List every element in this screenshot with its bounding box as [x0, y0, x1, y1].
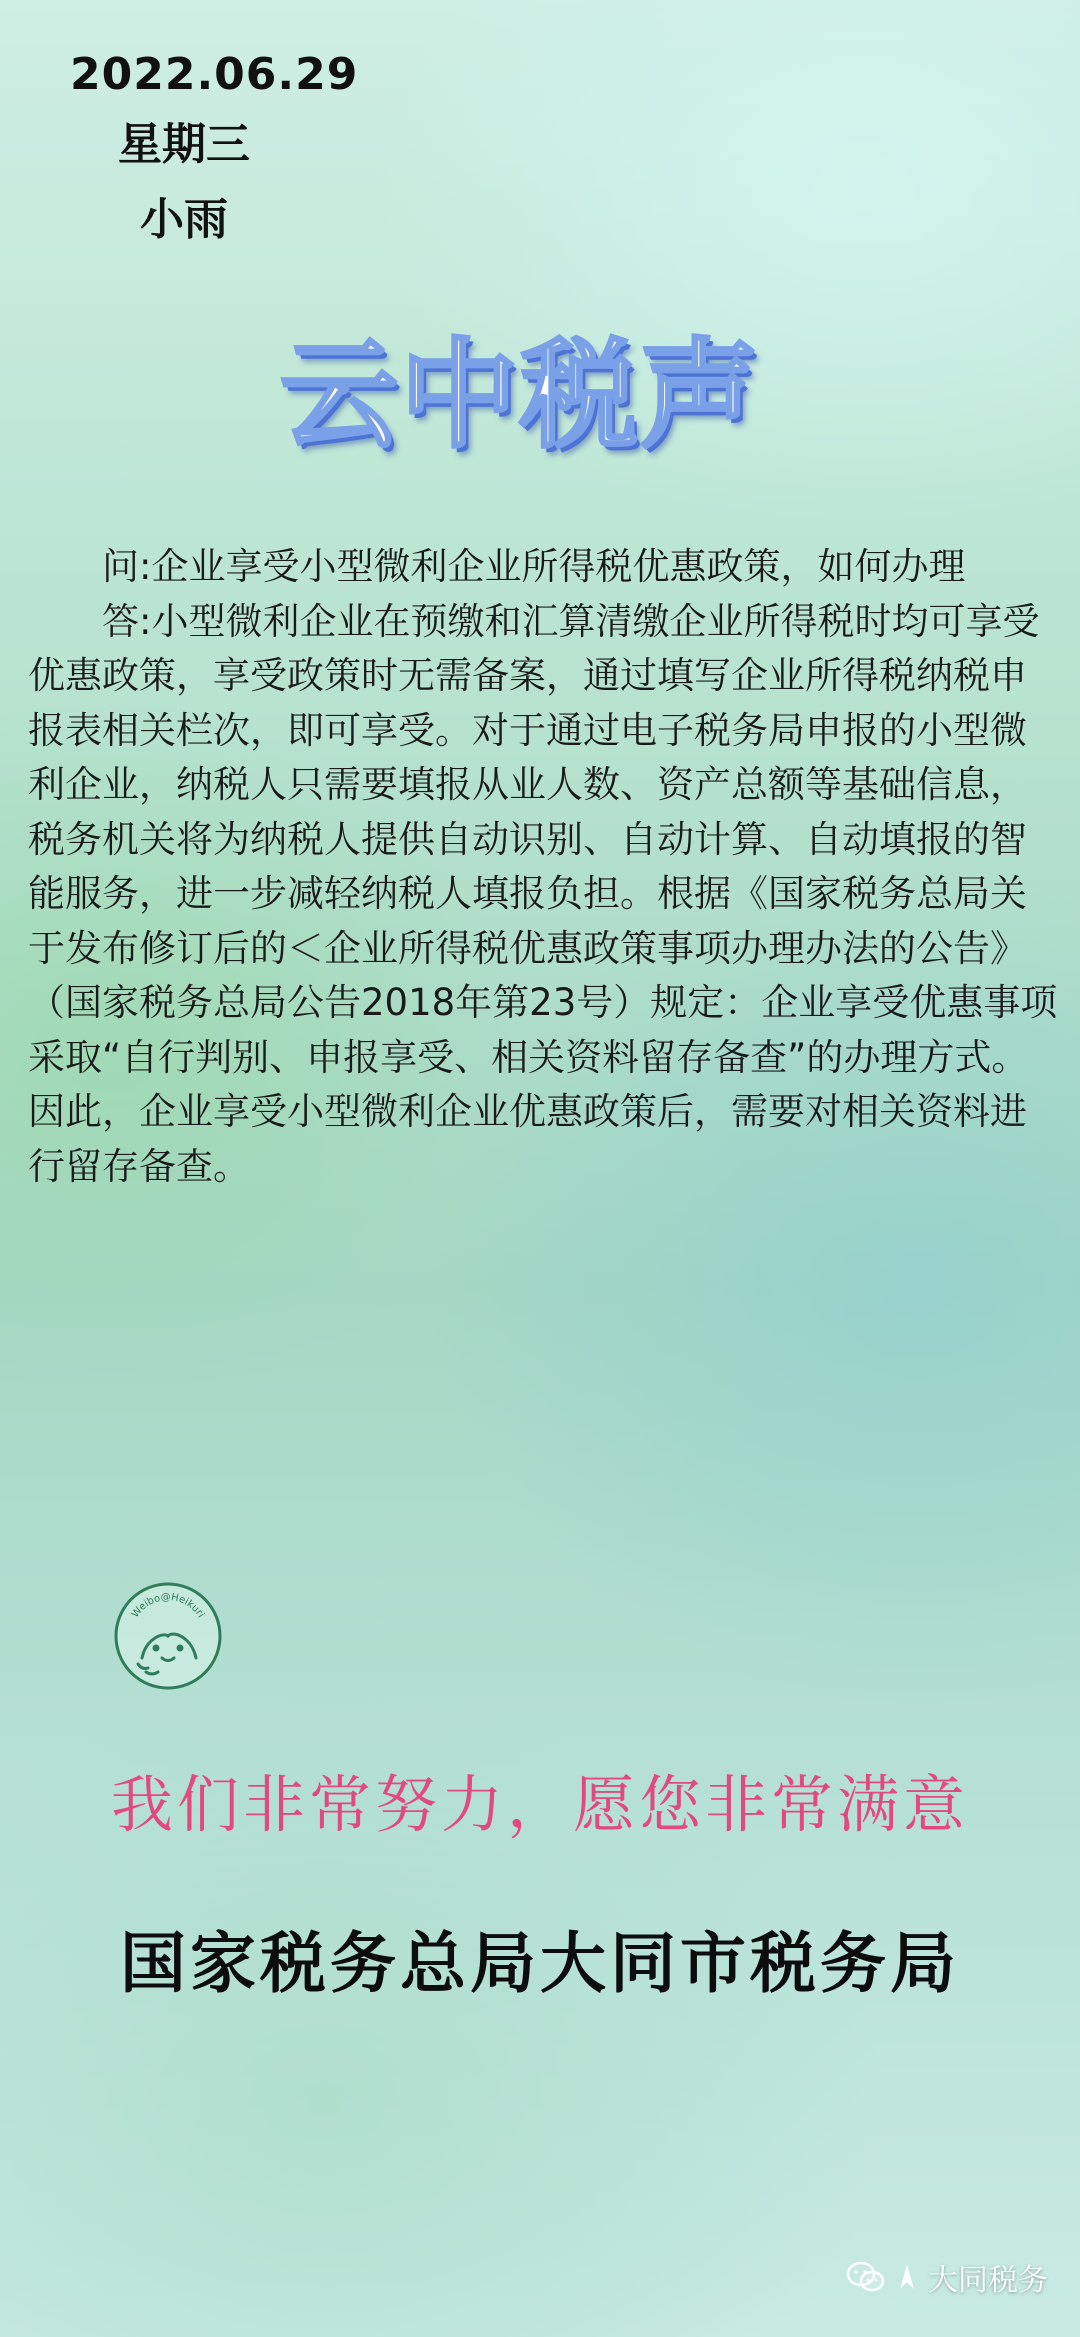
sail-logo-icon — [896, 2263, 918, 2291]
page-title — [0, 300, 1080, 470]
date-block — [70, 45, 358, 255]
qa-body — [28, 540, 1058, 1194]
slogan: 我们非常努力，愿您非常满意 — [110, 1768, 969, 1841]
date-text: 2022.06.29 — [70, 49, 359, 100]
answer-paragraph: 答:小型微利企业在预缴和汇算清缴企业所得税时均可享受优惠政策，享受政策时无需备案，通过填写企业所得税纳税申报表相关栏次，即可享受。对于通过电子税务局申报的小型微利企业，纳税人只需要填报从业人数、资产总额等基础信息，税务机关将为纳税人提供自动识别、自动计算、自动填报的智能服务，进一步减轻纳税人填报负担。根据《国家税务总局关于发布修订后的＜企业所得税优惠政策事项办理办法的公告》（国家税务总局公告2018年第23号）规定：企业享受优惠事项采取“自行判别、申报享受、相关资料留存备查”的办理方式。因此，企业享受小型微利企业优惠政策后，需要对相关资料进行留存备查。 — [28, 599, 1058, 1188]
question-paragraph: 问:企业享受小型微利企业所得税优惠政策，如何办理 — [102, 545, 966, 588]
weekday-text: 星期三 — [118, 119, 250, 170]
weather-text: 小雨 — [140, 194, 228, 245]
watermark-text: 大同税务 — [928, 2263, 1048, 2298]
page-title-text: 云中税声 — [279, 326, 760, 464]
mascot-text: Weibo@Heikuri — [130, 1591, 207, 1620]
wechat-icon — [846, 2260, 886, 2294]
mascot-stamp-icon — [112, 1580, 224, 1692]
bureau-name: 国家税务总局大同市税务局 — [120, 1924, 960, 2002]
account-watermark — [846, 2255, 1048, 2299]
